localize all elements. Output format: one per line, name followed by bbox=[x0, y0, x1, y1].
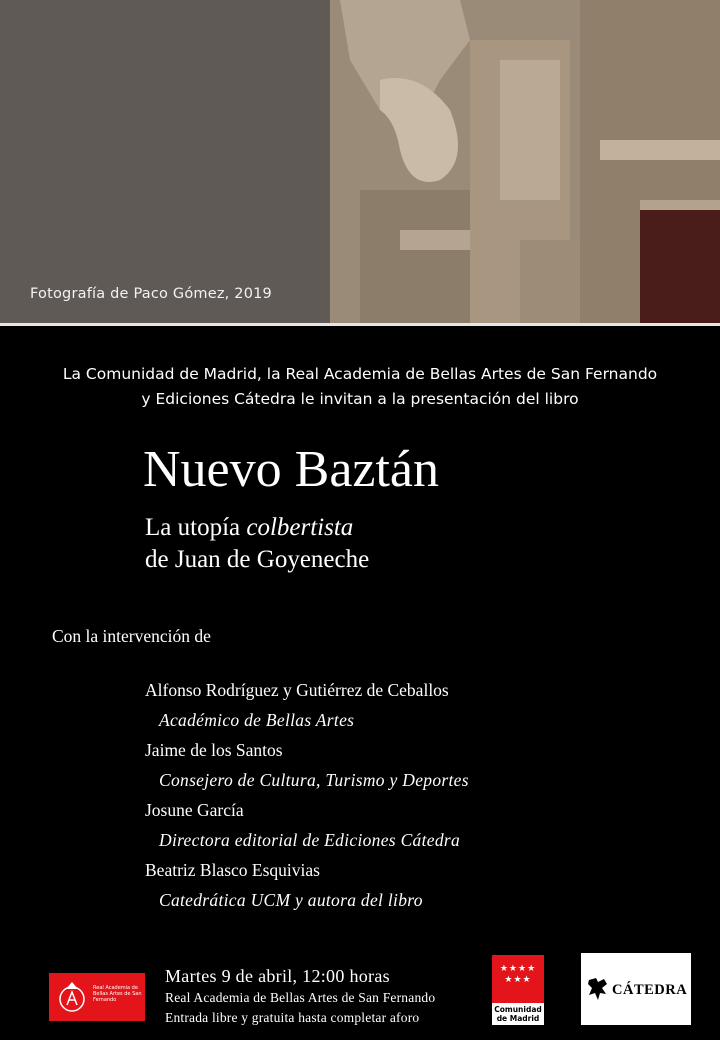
speaker-item bbox=[145, 797, 469, 857]
academia-logo-text: Real Academia de Bellas Artes de San Fernando bbox=[93, 985, 142, 1003]
speaker-role: Consejero de Cultura, Turismo y Deportes bbox=[159, 770, 469, 790]
academia-crest-icon bbox=[54, 979, 90, 1015]
academia-logo bbox=[49, 973, 145, 1021]
speaker-item bbox=[145, 677, 469, 737]
invitation-text bbox=[0, 362, 720, 412]
photo-credit: Fotografía de Paco Gómez, 2019 bbox=[30, 286, 272, 302]
catedra-emblem-icon bbox=[586, 976, 610, 1002]
speaker-name: Josune García bbox=[145, 800, 244, 820]
comunidad-logo-text: Comunidad de Madrid bbox=[494, 1005, 542, 1023]
speaker-role: Académico de Bellas Artes bbox=[159, 710, 355, 730]
speaker-item bbox=[145, 857, 469, 917]
subtitle-prefix: La utopía bbox=[145, 514, 247, 541]
speaker-name: Jaime de los Santos bbox=[145, 740, 283, 760]
speaker-item bbox=[145, 737, 469, 797]
subtitle-line-2: de Juan de Goyeneche bbox=[145, 546, 370, 573]
stone-portal-image bbox=[0, 0, 720, 323]
speakers-list bbox=[145, 677, 469, 917]
invitation-line-1: La Comunidad de Madrid, la Real Academia de Bellas Artes de San Fernando bbox=[62, 365, 658, 383]
event-venue: Real Academia de Bellas Artes de San Fernando bbox=[165, 990, 436, 1005]
speaker-name: Beatriz Blasco Esquivias bbox=[145, 860, 320, 880]
subtitle-italic: colbertista bbox=[246, 514, 354, 541]
speaker-role: Directora editorial de Ediciones Cátedra bbox=[159, 830, 461, 850]
speaker-role: Catedrática UCM y autora del libro bbox=[159, 890, 423, 910]
cover-photo bbox=[0, 0, 720, 323]
book-title: Nuevo Baztán bbox=[143, 441, 440, 498]
event-access: Entrada libre y gratuita hasta completar aforo bbox=[165, 1010, 420, 1025]
event-details bbox=[165, 964, 435, 1028]
book-subtitle bbox=[145, 512, 369, 576]
catedra-logo bbox=[581, 953, 691, 1025]
divider bbox=[0, 323, 720, 326]
stars-icon: ★★★★ ★★★ bbox=[499, 964, 537, 985]
intervention-heading: Con la intervención de bbox=[52, 626, 211, 646]
comunidad-madrid-logo bbox=[492, 955, 544, 1025]
invitation-line-2: y Ediciones Cátedra le invitan a la presentación del libro bbox=[141, 390, 579, 408]
event-date: Martes 9 de abril, 12:00 horas bbox=[165, 966, 390, 986]
speaker-name: Alfonso Rodríguez y Gutiérrez de Ceballos bbox=[145, 680, 449, 700]
catedra-logo-text: CÁTEDRA bbox=[612, 982, 688, 998]
